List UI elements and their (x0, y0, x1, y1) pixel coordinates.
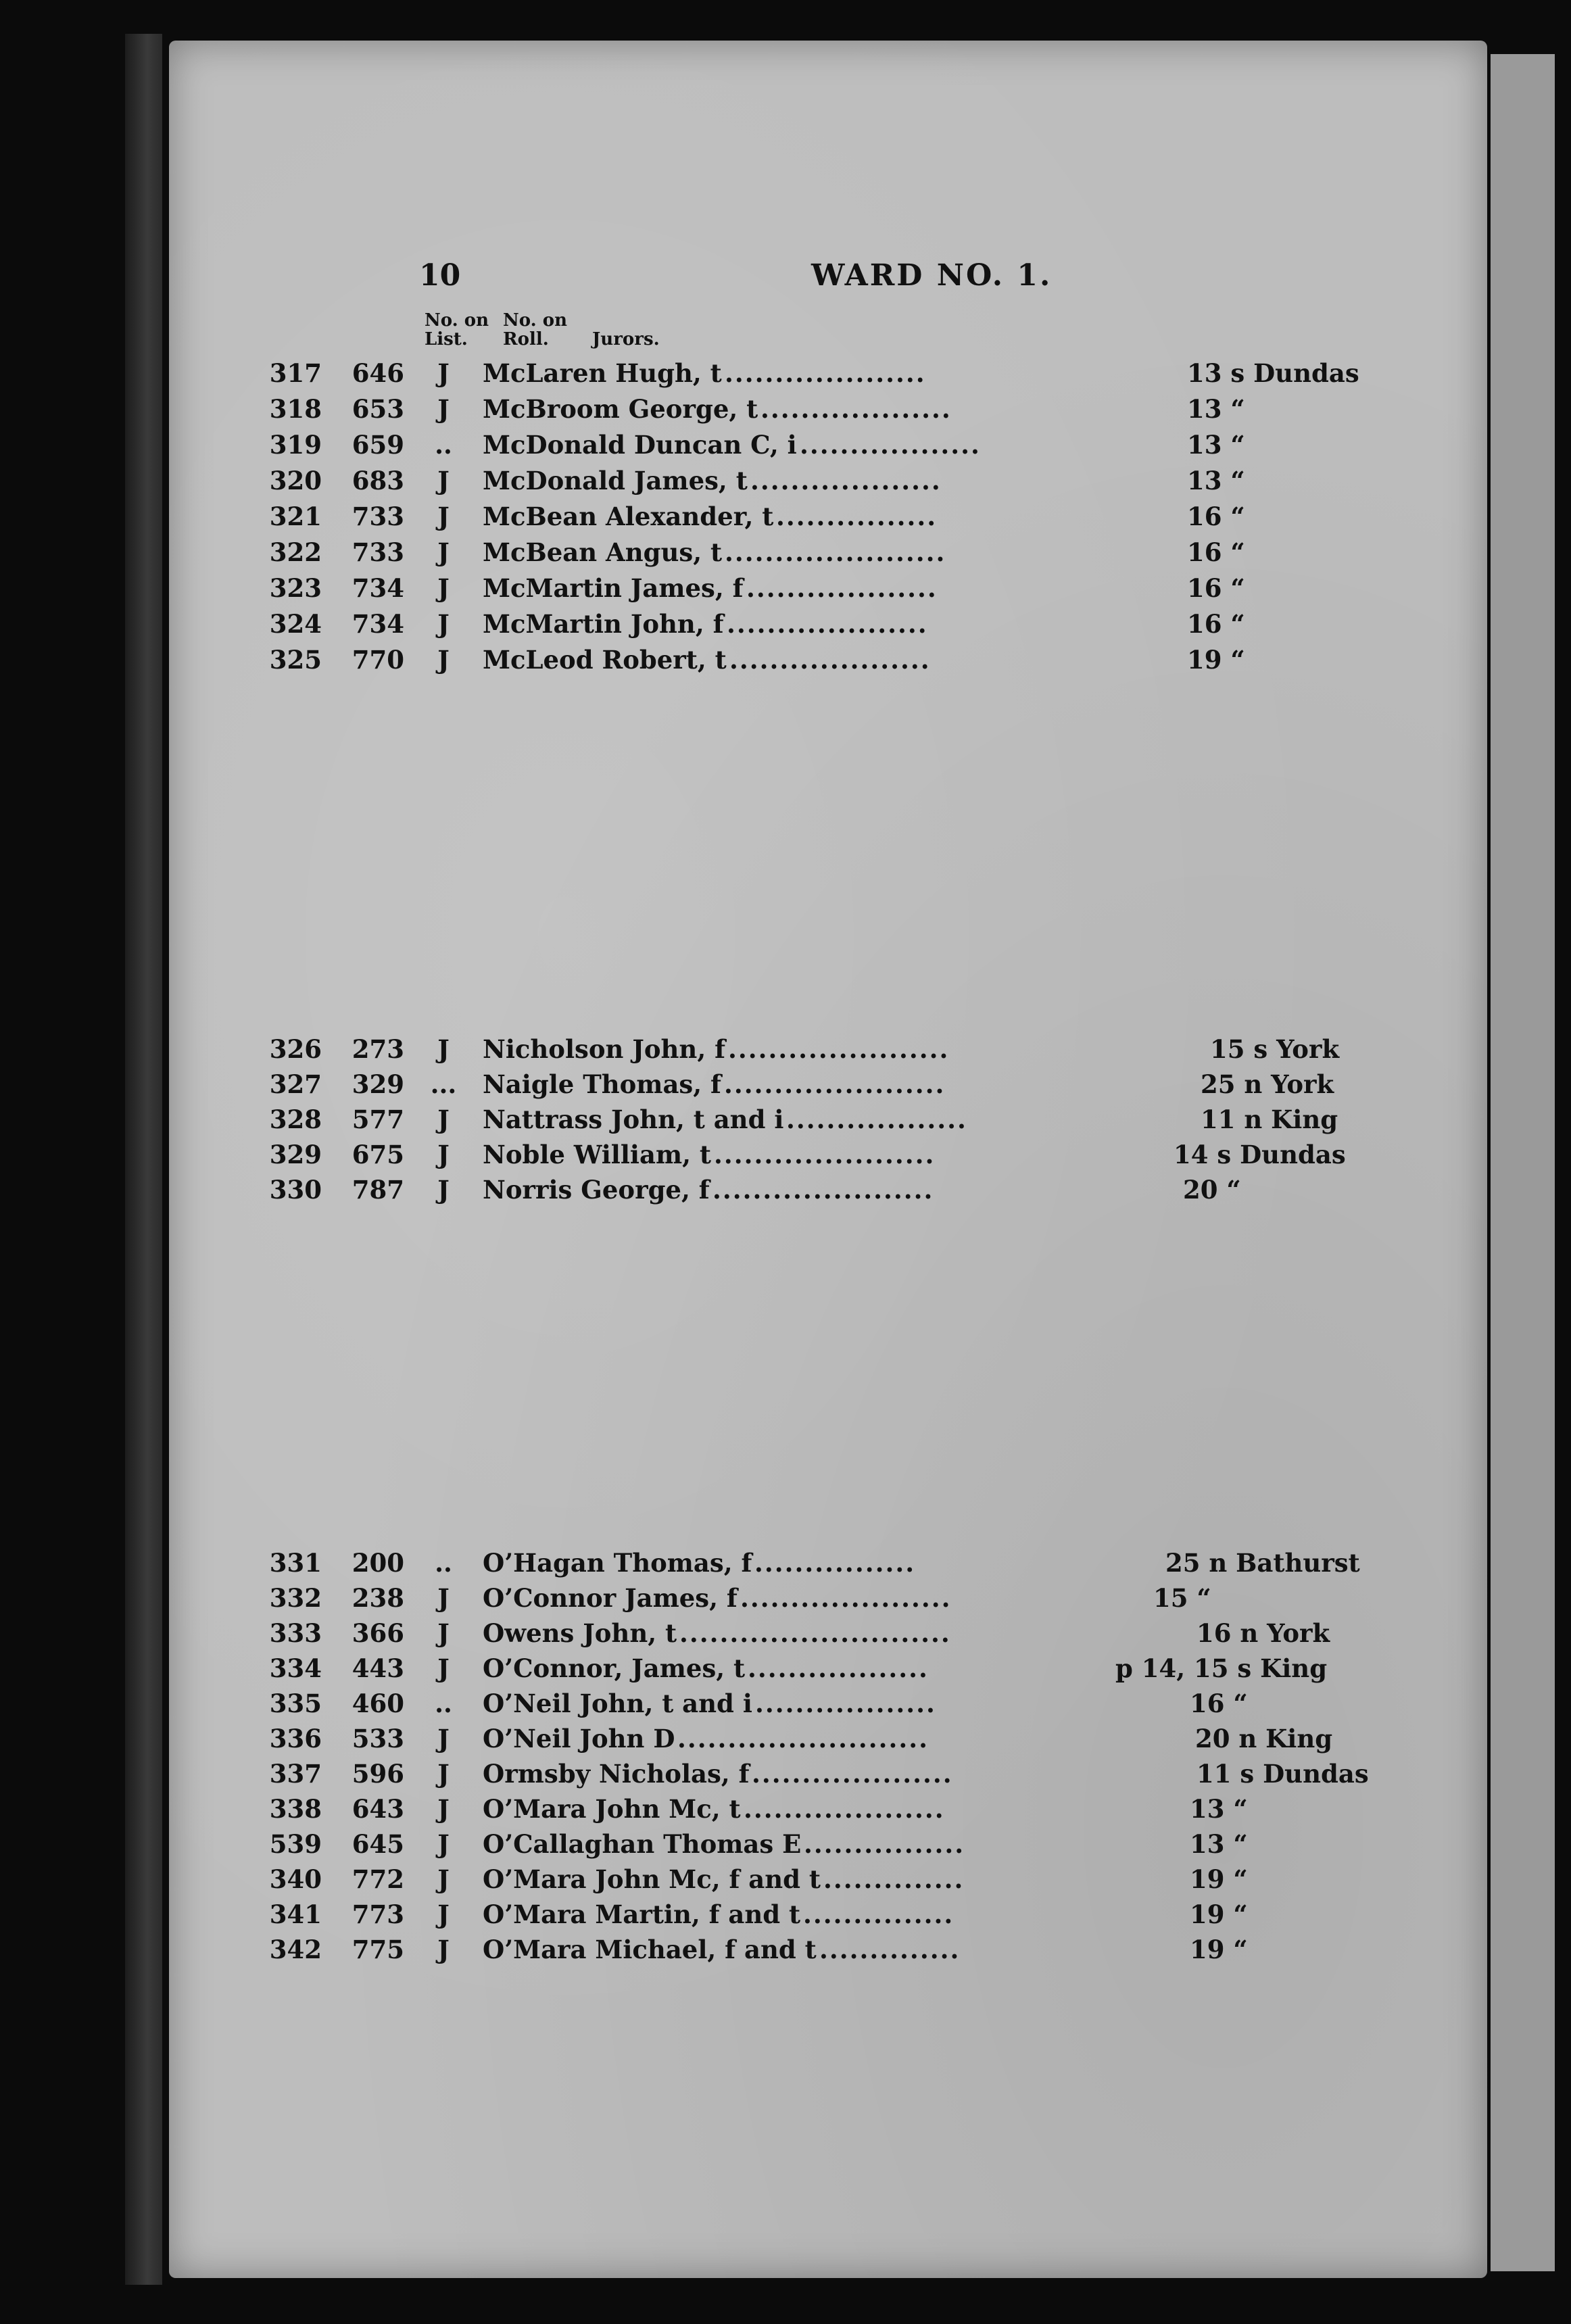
roll-number: 659 (352, 430, 404, 460)
roll-number: 238 (352, 1583, 404, 1613)
list-number: 332 (269, 1583, 322, 1613)
list-item (169, 1034, 1487, 1069)
list-number: 342 (269, 1935, 322, 1964)
voter-name: McBroom George, t (483, 394, 758, 424)
list-number: 331 (269, 1548, 322, 1578)
list-number: 321 (269, 502, 322, 531)
list-item (169, 1864, 1487, 1899)
list-number: 317 (269, 358, 322, 388)
dot-leader: ................ (804, 1829, 965, 1859)
juror-mark: J (437, 394, 450, 424)
list-item (169, 466, 1487, 501)
ward-reference: 20 “ (1183, 1175, 1241, 1205)
roll-number: 787 (352, 1175, 404, 1205)
juror-mark: J (437, 1899, 450, 1929)
juror-mark: J (437, 1724, 450, 1753)
dot-leader: ...................... (714, 1140, 936, 1169)
juror-mark: .. (435, 1689, 452, 1718)
juror-mark: J (437, 1829, 450, 1859)
roll-number: 653 (352, 394, 404, 424)
voter-name: McBean Alexander, t (483, 502, 774, 531)
list-item (169, 1140, 1487, 1175)
list-item (169, 1548, 1487, 1583)
list-number: 336 (269, 1724, 322, 1753)
ward-reference: 13 “ (1190, 1829, 1248, 1859)
ward-reference: 13 “ (1187, 430, 1245, 460)
list-number: 329 (269, 1140, 322, 1169)
voter-name: O’Callaghan Thomas E (483, 1829, 802, 1859)
list-item (169, 1583, 1487, 1618)
roll-number: 596 (352, 1759, 404, 1789)
list-item (169, 430, 1487, 465)
juror-mark: J (437, 1140, 450, 1169)
roll-number: 683 (352, 466, 404, 495)
list-number: 338 (269, 1794, 322, 1824)
voter-name: McBean Angus, t (483, 537, 723, 567)
juror-mark: J (437, 645, 450, 675)
voter-name: O’Hagan Thomas, f (483, 1548, 752, 1578)
list-item (169, 537, 1487, 573)
roll-number: 773 (352, 1899, 404, 1929)
column-header-no-on-list (425, 311, 489, 349)
list-item (169, 358, 1487, 393)
dot-leader: .................... (744, 1794, 945, 1824)
voter-name: O’Mara Michael, f and t (483, 1935, 817, 1964)
roll-number: 675 (352, 1140, 404, 1169)
voter-name: McMartin James, f (483, 573, 744, 603)
ward-reference: 15 s York (1210, 1034, 1340, 1064)
ward-reference: 11 n King (1201, 1105, 1338, 1134)
list-number: 326 (269, 1034, 322, 1064)
voter-name: Naigle Thomas, f (483, 1069, 721, 1099)
column-header-line: List. (425, 329, 468, 349)
roll-number: 772 (352, 1864, 404, 1894)
juror-mark: J (437, 1935, 450, 1964)
dot-leader: ..................... (740, 1583, 952, 1613)
ward-reference: 13 “ (1187, 394, 1245, 424)
list-number: 320 (269, 466, 322, 495)
voter-name: O’Neil John D (483, 1724, 675, 1753)
dot-leader: .................... (729, 645, 931, 675)
ward-reference: 25 n York (1201, 1069, 1334, 1099)
juror-mark: ... (430, 1069, 457, 1099)
roll-number: 200 (352, 1548, 404, 1578)
list-number: 322 (269, 537, 322, 567)
list-number: 341 (269, 1899, 322, 1929)
roll-number: 443 (352, 1653, 404, 1683)
roll-number: 329 (352, 1069, 404, 1099)
voter-name: O’Mara John Mc, f and t (483, 1864, 821, 1894)
roll-number: 734 (352, 609, 404, 639)
ward-reference: 16 “ (1187, 537, 1245, 567)
dot-leader: ................ (776, 502, 938, 531)
ward-reference: 19 “ (1190, 1935, 1248, 1964)
dot-leader: .................... (752, 1759, 953, 1789)
list-item (169, 573, 1487, 608)
book-binding-edge (125, 34, 162, 2285)
voter-name: Norris George, f (483, 1175, 710, 1205)
list-number: 334 (269, 1653, 322, 1683)
voter-name: Noble William, t (483, 1140, 711, 1169)
voter-name: Ormsby Nicholas, f (483, 1759, 750, 1789)
list-item (169, 1794, 1487, 1829)
roll-number: 646 (352, 358, 404, 388)
list-item (169, 1689, 1487, 1724)
juror-mark: J (437, 1034, 450, 1064)
juror-mark: J (437, 609, 450, 639)
ward-reference: 16 “ (1187, 502, 1245, 531)
roll-number: 734 (352, 573, 404, 603)
roll-number: 460 (352, 1689, 404, 1718)
roll-number: 645 (352, 1829, 404, 1859)
dot-leader: ................... (750, 466, 942, 495)
voter-name: McMartin John, f (483, 609, 724, 639)
ward-reference: 16 “ (1187, 609, 1245, 639)
list-number: 340 (269, 1864, 322, 1894)
ward-reference: 16 “ (1190, 1689, 1248, 1718)
column-header-line: No. on (425, 310, 489, 331)
dot-leader: ........................... (679, 1618, 951, 1648)
page-title: WARD NO. 1. (811, 258, 1053, 293)
ward-reference: 11 s Dundas (1197, 1759, 1369, 1789)
juror-mark: J (437, 1864, 450, 1894)
document-page (169, 41, 1487, 2278)
list-item (169, 645, 1487, 680)
ward-reference: 13 “ (1190, 1794, 1248, 1824)
juror-mark: J (437, 1759, 450, 1789)
juror-mark: .. (435, 1548, 452, 1578)
voter-name: Nattrass John, t and i (483, 1105, 784, 1134)
list-item (169, 1724, 1487, 1759)
voter-name: O’Neil John, t and i (483, 1689, 752, 1718)
roll-number: 577 (352, 1105, 404, 1134)
column-header-line: Roll. (503, 329, 549, 349)
juror-mark: J (437, 1583, 450, 1613)
voter-name: Nicholson John, f (483, 1034, 725, 1064)
roll-number: 533 (352, 1724, 404, 1753)
list-item (169, 1175, 1487, 1210)
ward-reference: p 14, 15 s King (1115, 1653, 1328, 1683)
voter-name: McDonald James, t (483, 466, 748, 495)
voter-name: McLaren Hugh, t (483, 358, 722, 388)
juror-mark: J (437, 537, 450, 567)
list-item (169, 609, 1487, 644)
voter-name: O’Mara John Mc, t (483, 1794, 741, 1824)
list-item (169, 1105, 1487, 1140)
dot-leader: .................. (755, 1689, 936, 1718)
ward-reference: 16 n York (1197, 1618, 1330, 1648)
list-item (169, 1935, 1487, 1970)
roll-number: 643 (352, 1794, 404, 1824)
dot-leader: ...................... (725, 537, 946, 567)
dot-leader: .............. (819, 1935, 961, 1964)
ward-reference: 13 s Dundas (1187, 358, 1359, 388)
list-number: 323 (269, 573, 322, 603)
list-item (169, 394, 1487, 429)
voter-name: McLeod Robert, t (483, 645, 727, 675)
voter-name: Owens John, t (483, 1618, 677, 1648)
list-number: 325 (269, 645, 322, 675)
juror-mark: J (437, 1618, 450, 1648)
list-number: 337 (269, 1759, 322, 1789)
ward-reference: 25 n Bathurst (1165, 1548, 1360, 1578)
ward-reference: 19 “ (1187, 645, 1245, 675)
dot-leader: .................. (786, 1105, 967, 1134)
list-number: 324 (269, 609, 322, 639)
list-item (169, 1829, 1487, 1864)
ward-reference: 19 “ (1190, 1864, 1248, 1894)
juror-mark: J (437, 573, 450, 603)
juror-mark: J (437, 1653, 450, 1683)
roll-number: 775 (352, 1935, 404, 1964)
roll-number: 733 (352, 537, 404, 567)
list-number: 335 (269, 1689, 322, 1718)
voter-name: O’Connor, James, t (483, 1653, 746, 1683)
ward-reference: 16 “ (1187, 573, 1245, 603)
voter-name: McDonald Duncan C, i (483, 430, 797, 460)
dot-leader: .................. (800, 430, 981, 460)
juror-mark: J (437, 502, 450, 531)
page-number: 10 (419, 258, 461, 293)
dot-leader: .................... (725, 358, 926, 388)
list-number: 539 (269, 1829, 322, 1859)
column-header-line: No. on (503, 310, 567, 331)
list-number: 327 (269, 1069, 322, 1099)
list-number: 318 (269, 394, 322, 424)
juror-mark: J (437, 358, 450, 388)
list-item (169, 1759, 1487, 1794)
juror-mark: J (437, 1105, 450, 1134)
column-header-no-on-roll (503, 311, 567, 349)
juror-mark: J (437, 466, 450, 495)
voter-name: O’Mara Martin, f and t (483, 1899, 801, 1929)
dot-leader: ................... (746, 573, 938, 603)
dot-leader: .................... (727, 609, 928, 639)
list-number: 333 (269, 1618, 322, 1648)
roll-number: 770 (352, 645, 404, 675)
dot-leader: ......................... (677, 1724, 929, 1753)
list-item (169, 1618, 1487, 1653)
list-number: 330 (269, 1175, 322, 1205)
dot-leader: ............... (803, 1899, 954, 1929)
juror-mark: J (437, 1794, 450, 1824)
roll-number: 733 (352, 502, 404, 531)
ward-reference: 19 “ (1190, 1899, 1248, 1929)
ward-reference: 15 “ (1153, 1583, 1211, 1613)
ward-reference: 14 s Dundas (1174, 1140, 1346, 1169)
dot-leader: ................ (754, 1548, 916, 1578)
list-number: 328 (269, 1105, 322, 1134)
list-number: 319 (269, 430, 322, 460)
column-header-jurors: Jurors. (592, 329, 660, 349)
juror-mark: .. (435, 430, 452, 460)
dot-leader: ...................... (728, 1034, 950, 1064)
adjacent-page-edge (1491, 54, 1555, 2271)
ward-reference: 20 n King (1195, 1724, 1333, 1753)
roll-number: 366 (352, 1618, 404, 1648)
dot-leader: .............. (823, 1864, 965, 1894)
ward-reference: 13 “ (1187, 466, 1245, 495)
list-item (169, 1899, 1487, 1935)
list-item (169, 1653, 1487, 1689)
dot-leader: ...................... (712, 1175, 934, 1205)
dot-leader: ................... (760, 394, 952, 424)
list-item (169, 502, 1487, 537)
dot-leader: ...................... (724, 1069, 946, 1099)
juror-mark: J (437, 1175, 450, 1205)
list-item (169, 1069, 1487, 1105)
voter-name: O’Connor James, f (483, 1583, 738, 1613)
dot-leader: .................. (748, 1653, 929, 1683)
roll-number: 273 (352, 1034, 404, 1064)
